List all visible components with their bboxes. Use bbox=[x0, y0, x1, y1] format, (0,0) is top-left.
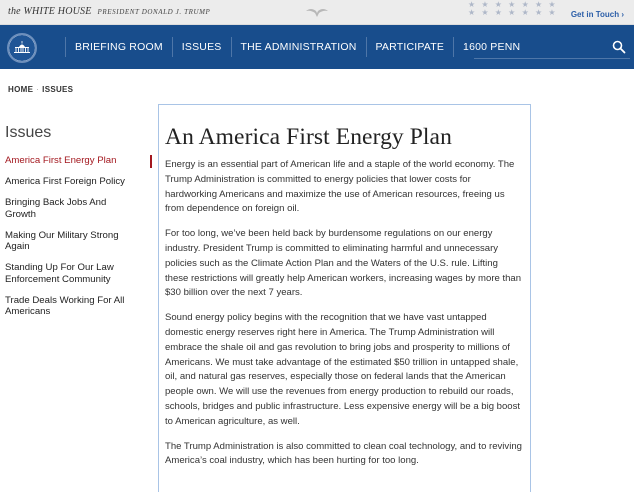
article-paragraph: For too long, we’ve been held back by burdensome regulations on our energy industry. President Trump is committed to eliminating harmful and unnecessary policies such as the Climate Action Plan and the Waters of the U.S. rule. Lifting these restrictions will greatly help American workers, increasing wages by more than $30 billion over the next 7 years. bbox=[165, 228, 522, 299]
sidebar-item-military[interactable]: Making Our Military Strong Again bbox=[5, 229, 119, 252]
article-paragraph: The Trump Administration is also committed to clean coal technology, and to reviving America’s coal industry, which has been hurting for too long. bbox=[165, 440, 522, 467]
page-title: An America First Energy Plan bbox=[165, 124, 452, 150]
sidebar-item-energy-plan[interactable]: America First Energy Plan bbox=[0, 155, 152, 167]
search-input[interactable] bbox=[474, 37, 604, 57]
sidebar-item-trade-deals[interactable]: Trade Deals Working For All Americans bbox=[5, 294, 125, 317]
stars-decoration: ★ ★ ★ ★ ★ ★ ★ ★ ★ ★ ★ ★ ★ ★ bbox=[468, 0, 558, 17]
breadcrumb bbox=[8, 85, 73, 94]
top-utility-bar bbox=[0, 0, 634, 25]
nav-item-1600-penn[interactable]: 1600 PENN bbox=[453, 37, 529, 57]
site-brand[interactable] bbox=[8, 6, 210, 17]
article-paragraph: Sound energy policy begins with the recognition that we have vast untapped domestic energy reserves right here in America. The Trump Administration will embrace the shale oil and gas revolution to bring jobs and prosperity to millions of Americans. We must take advantage of the estimated $50 trillion in untapped shale, oil, and natural gas reserves, especially those on federal lands that the American people own. We will use the revenues from energy production to rebuild our roads, schools, bridges and public infrastructure. Less expensive energy will be a big boost to American agriculture, as well. bbox=[165, 312, 521, 427]
white-house-logo[interactable] bbox=[7, 33, 37, 63]
nav-menu bbox=[65, 25, 529, 69]
article-paragraph: Energy is an essential part of American life and a staple of the world economy. The Trump Administration is committed to energy policies that lower costs for hardworking Americans and maximize the use of American resources, freeing us from dependence on foreign oil. bbox=[165, 159, 515, 215]
eagle-icon bbox=[306, 7, 328, 17]
nav-item-issues[interactable]: ISSUES bbox=[172, 37, 231, 57]
sidebar-item-jobs-growth[interactable]: Bringing Back Jobs And Growth bbox=[5, 197, 107, 220]
president-name: PRESIDENT DONALD J. TRUMP bbox=[97, 8, 211, 16]
get-in-touch-link[interactable]: Get in Touch › bbox=[570, 10, 624, 19]
search-icon[interactable] bbox=[612, 40, 626, 54]
search-box bbox=[474, 37, 630, 59]
nav-item-participate[interactable]: PARTICIPATE bbox=[366, 37, 454, 57]
nav-item-briefing-room[interactable]: BRIEFING ROOM bbox=[65, 37, 172, 57]
breadcrumb-home[interactable]: HOME bbox=[8, 85, 34, 94]
article-body bbox=[165, 158, 523, 479]
nav-item-the-administration[interactable]: THE ADMINISTRATION bbox=[231, 37, 366, 57]
sidebar-item-law-enforcement[interactable]: Standing Up For Our Law Enforcement Community bbox=[5, 262, 114, 285]
issues-sidebar bbox=[0, 124, 152, 327]
sidebar-title: Issues bbox=[5, 124, 52, 141]
white-house-icon bbox=[9, 35, 35, 61]
article-panel bbox=[158, 104, 531, 492]
sidebar-item-foreign-policy[interactable]: America First Foreign Policy bbox=[5, 176, 125, 187]
breadcrumb-current[interactable]: ISSUES bbox=[42, 85, 74, 94]
brand-name: the WHITE HOUSE bbox=[8, 6, 92, 17]
breadcrumb-separator: · bbox=[36, 85, 40, 94]
main-navigation bbox=[0, 25, 634, 69]
